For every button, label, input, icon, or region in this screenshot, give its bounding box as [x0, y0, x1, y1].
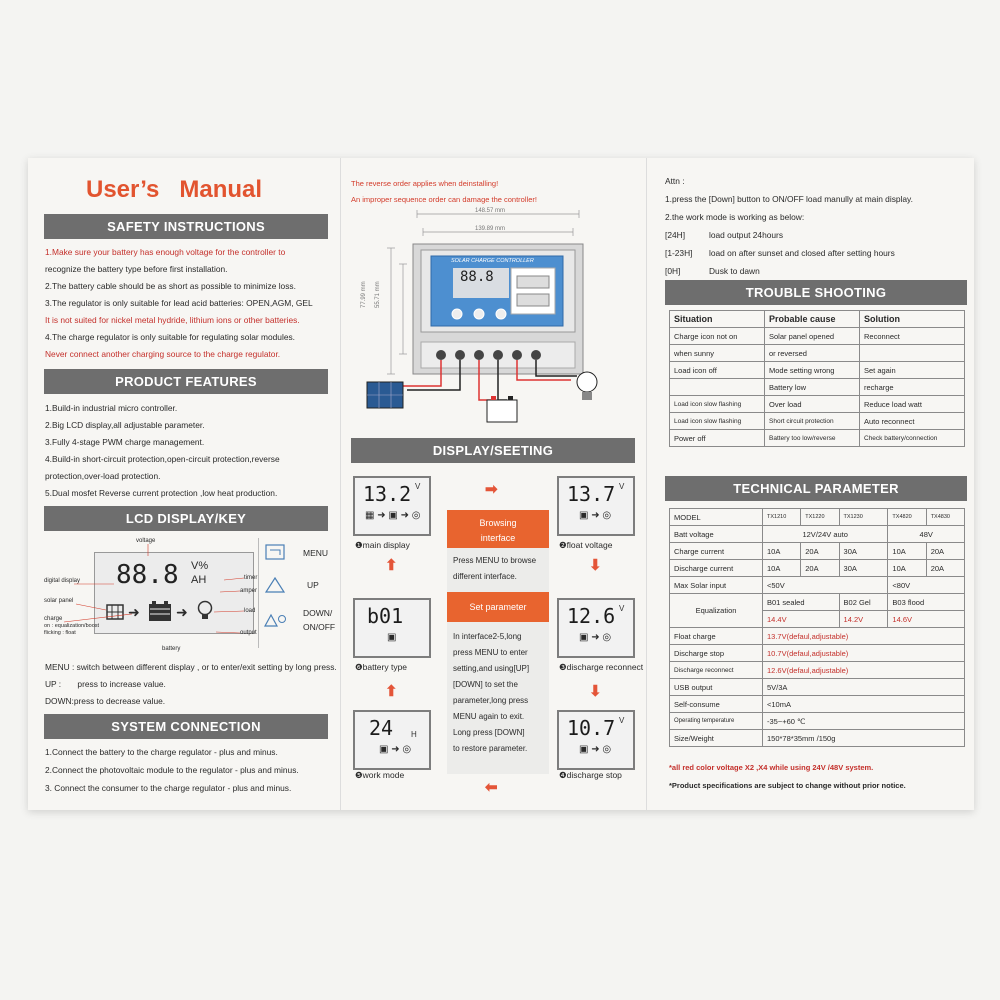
- table-cell: Reduce load watt: [860, 396, 965, 413]
- table-row: [670, 560, 965, 577]
- system-line-1: 1.Connect the battery to the charge regulator - plus and minus.: [45, 747, 278, 757]
- table-cell: Battery too low/reverse: [765, 430, 860, 447]
- display-setting-header: DISPLAY/SEETING: [351, 438, 635, 463]
- label-output: output: [240, 630, 257, 636]
- table-cell: 48V: [888, 526, 965, 543]
- screen-value: 13.7: [567, 482, 616, 506]
- table-cell: <50V: [763, 577, 888, 594]
- table-cell: 10A: [763, 560, 801, 577]
- table-row: [670, 645, 965, 662]
- feature-line-1: 1.Build-in industrial micro controller.: [45, 403, 178, 413]
- table-cell: Float charge: [670, 628, 763, 645]
- screen-unit: V: [415, 482, 421, 491]
- table-cell: Equalization: [670, 594, 763, 628]
- set-line-7: Long press [DOWN]: [453, 728, 525, 737]
- table-cell: Charge icon not on: [670, 328, 765, 345]
- table-row: [670, 713, 965, 730]
- set-parameter-title: Set parameter: [447, 592, 549, 622]
- table-cell: Discharge stop: [670, 645, 763, 662]
- table-cell: recharge: [860, 379, 965, 396]
- table-cell: Power off: [670, 430, 765, 447]
- manual-title: User’s Manual: [86, 176, 263, 203]
- screen-icons: ▣ ➜ ◎: [579, 632, 612, 643]
- table-cell: 20A: [801, 543, 839, 560]
- table-cell: Check battery/connection: [860, 430, 965, 447]
- set-line-1: In interface2-5,long: [453, 632, 522, 641]
- key-desc-menu: MENU : switch between different display , or to enter/exit setting by long press.: [45, 662, 337, 672]
- table-cell: Set again: [860, 362, 965, 379]
- table-cell: 14.6V: [888, 611, 965, 628]
- label-load: load: [244, 608, 256, 614]
- arrow-up-icon: ⬆: [385, 557, 398, 574]
- table-cell: Charge current: [670, 543, 763, 560]
- table-row: [670, 526, 965, 543]
- table-cell: Discharge current: [670, 560, 763, 577]
- mode-desc-24h: load output 24hours: [709, 230, 784, 240]
- up-key-icon[interactable]: [265, 576, 285, 599]
- panel-right: [646, 158, 975, 810]
- note-black: *Product specifications are subject to change without prior notice.: [669, 781, 906, 790]
- controller-diagram: [361, 204, 631, 434]
- set-line-6: MENU again to exit.: [453, 712, 525, 721]
- table-cell: [860, 345, 965, 362]
- table-cell: Auto reconnect: [860, 413, 965, 430]
- key-panel: [258, 538, 339, 648]
- table-cell: Batt voltage: [670, 526, 763, 543]
- warning-line-2: An improper sequence order can damage the controller!: [351, 195, 537, 204]
- table-row: [670, 396, 965, 413]
- table-cell: 14.2V: [839, 611, 888, 628]
- table-cell: Max Solar input: [670, 577, 763, 594]
- screen-icons: ▣ ➜ ◎: [379, 744, 412, 755]
- system-header: SYSTEM CONNECTION: [44, 714, 328, 739]
- label-timer: timer: [244, 575, 258, 581]
- screen-value: b01: [367, 604, 404, 628]
- table-row: [670, 662, 965, 679]
- arrow-down-icon: ⬇: [589, 557, 602, 574]
- screen-unit: H: [411, 730, 417, 739]
- mode-desc-0h: Dusk to dawn: [709, 266, 760, 276]
- safety-line-3: 2.The battery cable should be as short as possible to minimize loss.: [45, 281, 296, 291]
- table-cell: 5V/3A: [763, 679, 965, 696]
- lcd-unit-bottom: AH: [191, 574, 207, 586]
- menu-key-icon[interactable]: [265, 544, 285, 565]
- table-cell: Over load: [765, 396, 860, 413]
- mode-code-0h: [0H]: [665, 266, 681, 276]
- table-cell: B03 flood: [888, 594, 965, 611]
- table-cell: TX4820: [888, 509, 926, 526]
- table-cell: B01 sealed: [763, 594, 840, 611]
- info-box: [447, 510, 549, 774]
- table-row: [670, 628, 965, 645]
- label-solar-panel: solar panel: [44, 598, 74, 604]
- table-cell: 13.7V(defaul,adjustable): [763, 628, 965, 645]
- table-cell: 20A: [926, 543, 964, 560]
- table-row: [670, 577, 965, 594]
- safety-line-1: 1.Make sure your battery has enough voltage for the controller to: [45, 247, 286, 257]
- screen-value: 24: [369, 716, 394, 740]
- note-red: *all red color voltage X2 ,X4 while using 24V /48V system.: [669, 763, 874, 772]
- trouble-table: [669, 310, 965, 447]
- screen-discharge-reconnect: [557, 598, 635, 658]
- device-label: SOLAR CHARGE CONTROLLER: [451, 258, 534, 264]
- feature-line-5: protection,over-load protection.: [45, 471, 161, 481]
- screen-unit: V: [619, 604, 625, 613]
- caption-work-mode: ❺work mode: [355, 770, 405, 780]
- screen-battery-type: [353, 598, 431, 658]
- table-cell: 30A: [839, 543, 888, 560]
- lcd-digits: 88.8: [116, 560, 179, 590]
- down-key-label: DOWN/: [303, 608, 333, 618]
- safety-header: SAFETY INSTRUCTIONS: [44, 214, 328, 239]
- table-cell: 14.4V: [763, 611, 840, 628]
- caption-float-voltage: ❷float voltage: [559, 540, 613, 550]
- arrow-right-icon: ➜: [176, 604, 188, 620]
- tech-table: [669, 508, 965, 747]
- dim-height-outer: 77.99 mm: [361, 281, 367, 308]
- key-desc-down: DOWN:press to decrease value.: [45, 696, 166, 706]
- device-digits: 88.8: [460, 269, 494, 285]
- table-row: [670, 345, 965, 362]
- table-cell: B02 Gel: [839, 594, 888, 611]
- mode-code-1-23h: [1-23H]: [665, 248, 693, 258]
- screen-unit: V: [619, 482, 625, 491]
- table-row: [670, 509, 965, 526]
- menu-key-label: MENU: [303, 548, 329, 558]
- table-cell: -35~+60 ℃: [763, 713, 965, 730]
- screen-icons: ▣ ➜ ◎: [579, 744, 612, 755]
- table-cell: 12.6V(defaul,adjustable): [763, 662, 965, 679]
- table-cell: TX1230: [839, 509, 888, 526]
- table-cell: <80V: [888, 577, 965, 594]
- table-cell: [670, 379, 765, 396]
- table-cell: 10.7V(defaul,adjustable): [763, 645, 965, 662]
- table-row: [670, 328, 965, 345]
- attn-label: Attn :: [665, 176, 685, 186]
- arrow-up-icon: ⬆: [385, 683, 398, 700]
- safety-line-6: 4.The charge regulator is only suitable for regulating solar modules.: [45, 332, 295, 342]
- set-line-3: setting,and using[UP]: [453, 664, 530, 673]
- attn-line-2: 2.the work mode is working as below:: [665, 212, 805, 222]
- table-cell: Size/Weight: [670, 730, 763, 747]
- table-cell: Load icon slow flashing: [670, 396, 765, 413]
- lcd-diagram: [44, 534, 258, 662]
- label-battery: battery: [162, 646, 181, 652]
- table-cell: TX1210: [763, 509, 801, 526]
- system-line-2: 2.Connect the photovoltaic module to the regulator - plus and minus.: [45, 765, 299, 775]
- table-cell: Battery low: [765, 379, 860, 396]
- table-cell: Operating temperature: [670, 713, 763, 730]
- table-cell: Solar panel opened: [765, 328, 860, 345]
- screen-float-voltage: [557, 476, 635, 536]
- table-cell: TX1220: [801, 509, 839, 526]
- table-row: [670, 594, 965, 611]
- table-row: [670, 730, 965, 747]
- table-cell: Short circuit protection: [765, 413, 860, 430]
- down-key-icon[interactable]: [263, 612, 287, 633]
- screen-work-mode: [353, 710, 431, 770]
- table-cell: 150*78*35mm /150g: [763, 730, 965, 747]
- table-cell: 10A: [763, 543, 801, 560]
- system-line-3: 3. Connect the consumer to the charge regulator - plus and minus.: [45, 783, 292, 793]
- lcd-unit-top: V%: [191, 560, 209, 572]
- table-row: [670, 543, 965, 560]
- panel-left: [28, 158, 338, 810]
- screen-value: 13.2: [363, 482, 412, 506]
- table-cell: 20A: [801, 560, 839, 577]
- table-cell: or reversed: [765, 345, 860, 362]
- browsing-title: [447, 510, 549, 548]
- table-cell: when sunny: [670, 345, 765, 362]
- arrow-right-icon: ➡: [485, 481, 498, 498]
- set-line-2: press MENU to enter: [453, 648, 528, 657]
- mode-code-24h: [24H]: [665, 230, 686, 240]
- mode-desc-1-23h: load on after sunset and closed after setting hours: [709, 248, 895, 258]
- arrow-down-icon: ⬇: [589, 683, 602, 700]
- table-header: Solution: [860, 311, 965, 328]
- caption-battery-type: ❻battery type: [355, 662, 408, 672]
- safety-line-4: 3.The regulator is only suitable for lead acid batteries: OPEN,AGM, GEL: [45, 298, 313, 308]
- arrow-right-icon: ➜: [128, 604, 140, 620]
- table-cell: Self-consume: [670, 696, 763, 713]
- screen-value: 10.7: [567, 716, 616, 740]
- table-row: [670, 413, 965, 430]
- panel-middle: [340, 158, 645, 810]
- arrow-left-icon: ⬅: [485, 779, 498, 796]
- label-leader-lines: [44, 534, 254, 662]
- label-charge: charge: [44, 616, 63, 622]
- label-digital-display: digital display: [44, 578, 81, 584]
- label-charge-flicking: flicking : float: [44, 630, 76, 636]
- onoff-key-label: ON/OFF: [303, 622, 336, 632]
- table-cell: MODEL: [670, 509, 763, 526]
- table-cell: Mode setting wrong: [765, 362, 860, 379]
- screen-icons: ▣: [387, 632, 397, 643]
- lcd-header: LCD DISPLAY/KEY: [44, 506, 328, 531]
- dim-width-outer: 148.57 mm: [475, 208, 506, 214]
- table-cell: Reconnect: [860, 328, 965, 345]
- feature-line-3: 3.Fully 4-stage PWM charge management.: [45, 437, 205, 447]
- safety-line-7: Never connect another charging source to the charge regulator.: [45, 349, 281, 359]
- table-row: [670, 430, 965, 447]
- label-amper: amper: [240, 588, 258, 594]
- table-row: [670, 362, 965, 379]
- dim-height-inner: 55.71 mm: [375, 281, 381, 308]
- browsing-line-1: Press MENU to browse: [453, 556, 537, 565]
- label-charge-on: on : equalization/boost: [44, 623, 100, 629]
- caption-main-display: ❶main display: [355, 540, 410, 550]
- dim-width-inner: 139.89 mm: [475, 226, 506, 232]
- table-cell: TX4830: [926, 509, 964, 526]
- table-header: Probable cause: [765, 311, 860, 328]
- feature-line-6: 5.Dual mosfet Reverse current protection ,low heat production.: [45, 488, 278, 498]
- label-voltage: voltage: [136, 538, 156, 544]
- screen-main-display: [353, 476, 431, 536]
- caption-discharge-reconnect: ❸discharge reconnect: [559, 662, 644, 672]
- table-cell: 30A: [839, 560, 888, 577]
- tech-header: TECHNICAL PARAMETER: [665, 476, 967, 501]
- table-cell: Discharge reconnect: [670, 662, 763, 679]
- table-row: [670, 696, 965, 713]
- screen-icons: ▣ ➜ ◎: [579, 510, 612, 521]
- screen-icons: ▦ ➜ ▣ ➜ ◎: [365, 510, 421, 521]
- attn-line-1: 1.press the [Down] button to ON/OFF load manully at main display.: [665, 194, 913, 204]
- browsing-line-2: different interface.: [453, 572, 517, 581]
- screen-value: 12.6: [567, 604, 616, 628]
- trouble-header: TROUBLE SHOOTING: [665, 280, 967, 305]
- table-cell: 20A: [926, 560, 964, 577]
- table-cell: <10mA: [763, 696, 965, 713]
- caption-discharge-stop: ❹discharge stop: [559, 770, 622, 780]
- screen-discharge-stop: [557, 710, 635, 770]
- table-row: [670, 679, 965, 696]
- table-cell: Load icon off: [670, 362, 765, 379]
- browsing-title-text: Browsing interface: [479, 518, 517, 543]
- table-header: Situation: [670, 311, 765, 328]
- manual-sheet: [28, 158, 974, 810]
- set-line-4: [DOWN] to set the: [453, 680, 518, 689]
- feature-line-4: 4.Build-in short-circuit protection,open-circuit protection,reverse: [45, 454, 280, 464]
- safety-line-2: recognize the battery type before first installation.: [45, 264, 228, 274]
- feature-line-2: 2.Big LCD display,all adjustable parameter.: [45, 420, 205, 430]
- safety-line-5: It is not suited for nickel metal hydride, lithium ions or other batteries.: [45, 315, 300, 325]
- table-cell: USB output: [670, 679, 763, 696]
- table-header-row: [670, 311, 965, 328]
- table-row: [670, 379, 965, 396]
- set-line-5: parameter,long press: [453, 696, 529, 705]
- features-header: PRODUCT FEATURES: [44, 369, 328, 394]
- table-cell: Load icon slow flashing: [670, 413, 765, 430]
- screen-unit: V: [619, 716, 625, 725]
- warning-line-1: The reverse order applies when deinstalling!: [351, 179, 499, 188]
- table-cell: 12V/24V auto: [763, 526, 888, 543]
- table-cell: 10A: [888, 543, 926, 560]
- up-key-label: UP: [307, 580, 319, 590]
- key-desc-up: UP : press to increase value.: [45, 679, 166, 689]
- table-cell: 10A: [888, 560, 926, 577]
- set-line-8: to restore parameter.: [453, 744, 528, 753]
